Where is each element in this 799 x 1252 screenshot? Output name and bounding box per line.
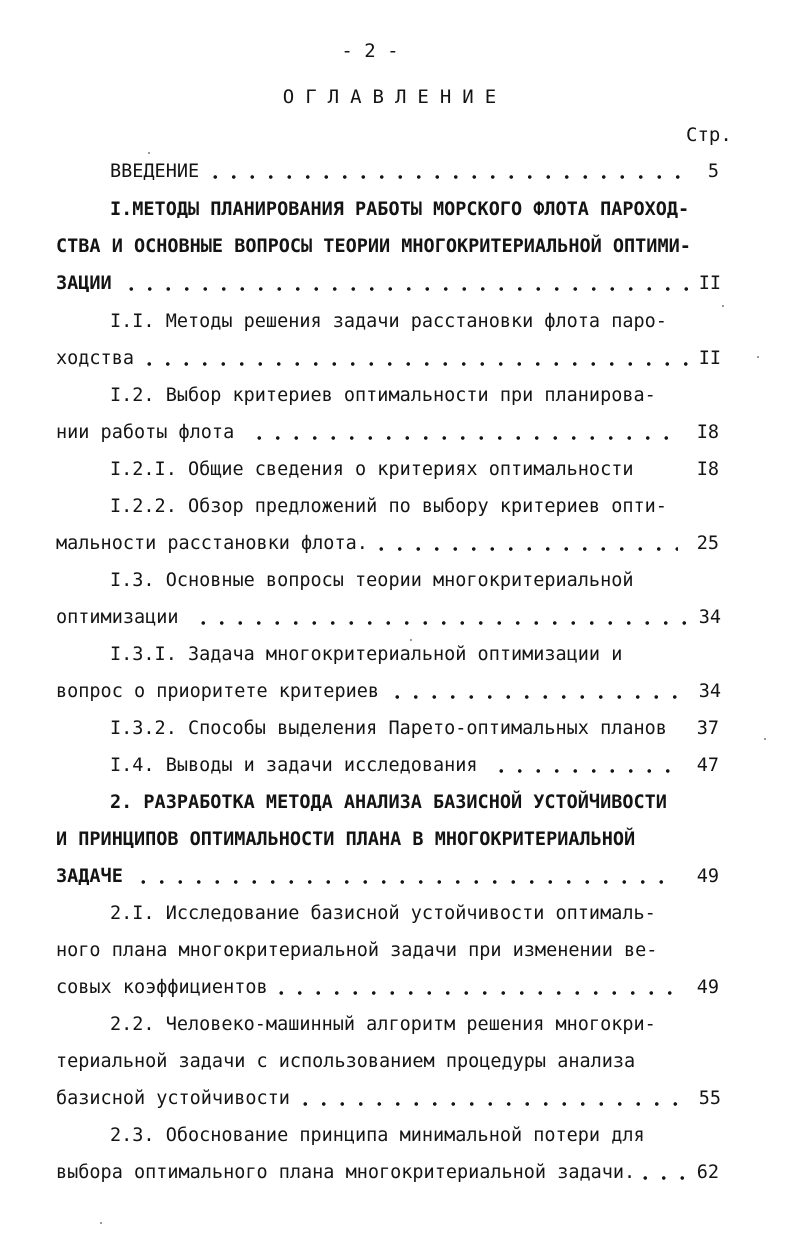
leader-dots [492,769,678,773]
leader-dots [206,175,684,179]
toc-entry-s2-3 [0,1161,799,1185]
toc-entry-label: выбора оптимального плана многокритериальной задачи. [56,1161,639,1185]
toc-entry-s1-3 [0,606,799,630]
toc-page-number: I8 [696,422,719,443]
toc-entry-s2-2-line2: териальной задачи с использованием процедуры анализа [56,1051,636,1072]
toc-entry-s1-2-line1: I.2. Выбор критериев оптимальности при планирова- [110,385,656,406]
toc-page-number: I8 [696,459,719,480]
toc-entry-s1-3-1-line1: I.3.I. Задача многокритериальной оптимизации и [110,644,623,665]
toc-entry-label: I.3.2. Способы выделения Парето-оптимальных планов [110,717,671,741]
scan-speck [148,152,150,154]
toc-entry-label: ходства [56,347,138,371]
page-number: - 2 - [341,40,399,62]
toc-page-number: 55 [698,1088,721,1109]
leader-dots [388,695,690,699]
scan-speck [410,639,412,641]
toc-entry-s1-3-2 [0,717,799,741]
toc-page-number: 49 [696,977,719,998]
toc-page-number: 49 [696,866,719,887]
toc-page-number: 34 [698,681,721,702]
toc-entry-s2-1 [0,976,799,1000]
toc-entry-ch2 [0,865,799,889]
leader-dots [636,1176,688,1180]
toc-entry-label: I.4. Выводы и задачи исследования [110,754,482,778]
leader-dots [250,436,680,440]
toc-page-number: 62 [696,1162,719,1183]
toc-entry-s1-3-1 [0,680,799,704]
toc-entry-ch1-line2: СТВА И ОСНОВНЫЕ ВОПРОСЫ ТЕОРИИ МНОГОКРИТЕРИАЛЬНОЙ ОПТИМИ- [56,236,691,257]
toc-entry-s2-2 [0,1087,799,1111]
scan-speck [764,738,766,740]
toc-entry-s1-1-line1: I.I. Методы решения задачи расстановки флота паро- [110,311,667,332]
toc-entry-label: ЗАЦИИ [56,272,116,296]
toc-entry-s2-2-line1: 2.2. Человеко-машинный алгоритм решения многокри- [110,1014,656,1035]
toc-entry-ch1 [0,272,799,296]
toc-entry-ch1-line1: I.МЕТОДЫ ПЛАНИРОВАНИЯ РАБОТЫ МОРСКОГО ФЛОТА ПАРОХОД- [110,199,690,220]
toc-entry-label: мальности расстановки флота. [56,532,372,556]
toc-entry-label: вопрос о приоритете критериев [56,680,383,704]
toc-entry-s1-2-1 [0,458,799,482]
leader-dots [134,880,678,884]
toc-entry-s1-2-2 [0,532,799,556]
toc-entry-ch2-line2: И ПРИНЦИПОВ ОПТИМАЛЬНОСТИ ПЛАНА В МНОГОКРИТЕРИАЛЬНОЙ [56,829,636,850]
toc-entry-label: ЗАДАЧЕ [56,865,127,889]
toc-entry-label: совых коэффициентов [56,976,272,1000]
toc-entry-label: базисной устойчивости [56,1087,294,1111]
leader-dots [122,287,690,291]
scan-speck [722,305,724,307]
scan-speck [757,356,759,358]
toc-page-number: 25 [696,533,719,554]
toc-entry-ch2-line1: 2. РАЗРАБОТКА МЕТОДА АНАЛИЗА БАЗИСНОЙ УСТОЙЧИВОСТИ [110,792,667,813]
toc-entry-s1-1 [0,347,799,371]
toc-page-number: 34 [698,607,721,628]
leader-dots [296,1102,690,1106]
leader-dots [272,991,680,995]
page-column-label: Стр. [686,124,732,146]
toc-entry-s2-3-line1: 2.3. Обоснование принципа минимальной потери для [110,1125,645,1146]
toc-page-number: II [698,273,721,294]
toc-entry-s1-4 [0,754,799,778]
leader-dots [372,547,678,551]
toc-page-number: 5 [707,161,719,182]
leader-dots [194,621,690,625]
toc-entry-s1-2 [0,421,799,445]
toc-entry-label: нии работы флота [56,421,238,445]
scan-speck [100,1222,102,1224]
toc-entry-s1-3-line1: I.3. Основные вопросы теории многокритериальной [110,570,634,591]
leader-dots [140,362,690,366]
toc-entry-intro [0,160,799,184]
page-title: ОГЛАВЛЕНИЕ [282,86,508,108]
toc-entry-s2-1-line2: ного плана многокритериальной задачи при изменении ве- [56,940,658,961]
toc-page-number: 47 [696,755,719,776]
toc-entry-label: оптимизации [56,606,183,630]
toc-page-number: 37 [696,718,719,739]
toc-page-number: II [698,348,721,369]
toc-entry-label: ВВЕДЕНИЕ [110,160,203,184]
toc-entry-s1-2-2-line1: I.2.2. Обзор предложений по выбору критериев опти- [110,496,667,517]
toc-entry-s2-1-line1: 2.I. Исследование базисной устойчивости оптималь- [110,903,656,924]
toc-entry-label: I.2.I. Общие сведения о критериях оптимальности [110,458,637,482]
